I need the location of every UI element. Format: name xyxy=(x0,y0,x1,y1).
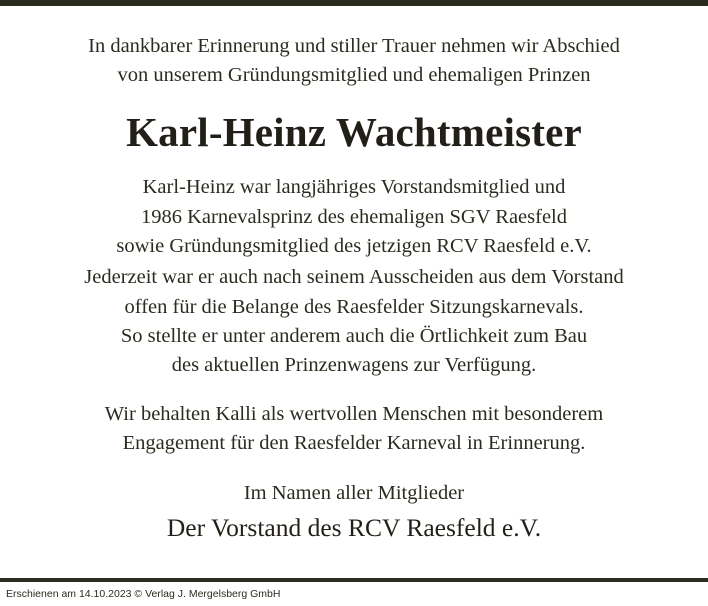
tribute-paragraph-1 xyxy=(34,173,674,261)
tribute-paragraph-3 xyxy=(34,400,674,459)
publication-credit: Erschienen am 14.10.2023 © Verlag J. Mergelsberg GmbH xyxy=(6,588,281,600)
tribute-line: Engagement für den Raesfelder Karneval in Erinnerung. xyxy=(122,431,586,454)
tribute-paragraph-2 xyxy=(34,263,674,380)
tribute-line: So stellte er unter anderem auch die Örtlichkeit zum Bau xyxy=(120,324,588,347)
notice-body xyxy=(0,6,708,578)
tribute-line: Jederzeit war er auch nach seinem Ausscheiden aus dem Vorstand xyxy=(84,266,624,289)
tribute-line: des aktuellen Prinzenwagens zur Verfügung. xyxy=(171,354,537,377)
intro-text xyxy=(34,32,674,90)
deceased-name: Karl-Heinz Wachtmeister xyxy=(126,109,582,156)
closing-block xyxy=(34,479,674,544)
intro-line: In dankbarer Erinnerung und stiller Trauer nehmen wir Abschied xyxy=(88,35,620,57)
tribute-line: Wir behalten Kalli als wertvollen Menschen mit besonderem xyxy=(104,402,604,425)
tribute-line: offen für die Belange des Raesfelder Sitzungskarnevals. xyxy=(124,295,584,318)
intro-line: von unserem Gründungsmitglied und ehemaligen Prinzen xyxy=(117,64,591,87)
closing-on-behalf: Im Namen aller Mitglieder xyxy=(243,482,465,505)
tribute-line: Karl-Heinz war langjähriges Vorstandsmitglied und xyxy=(142,176,566,199)
closing-signature: Der Vorstand des RCV Raesfeld e.V. xyxy=(166,512,542,542)
publication-footer xyxy=(0,582,708,606)
tribute-line: 1986 Karnevalsprinz des ehemaligen SGV Raesfeld xyxy=(140,205,567,228)
tribute-line: sowie Gründungsmitglied des jetzigen RCV Raesfeld e.V. xyxy=(116,235,592,258)
